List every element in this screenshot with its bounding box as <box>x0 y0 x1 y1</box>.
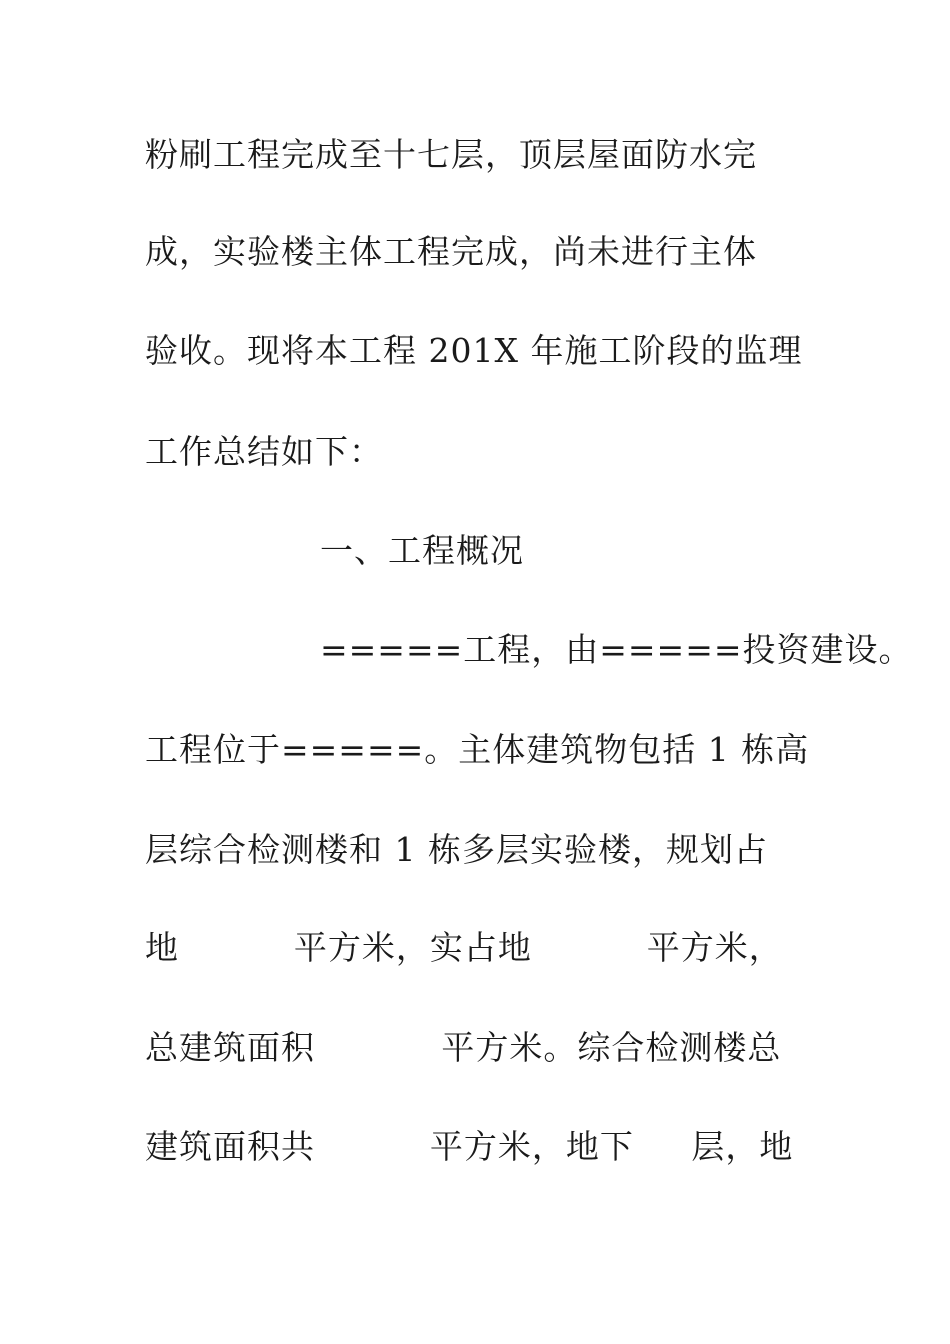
text-line-7: 工程位于=====。主体建筑物包括 1 栋高 <box>145 730 810 769</box>
text-line-10: 总建筑面积 平方米。综合检测楼总 <box>145 1028 782 1067</box>
text-line-8: 层综合检测楼和 1 栋多层实验楼，规划占 <box>145 830 768 869</box>
text-line-1: 粉刷工程完成至十七层，顶层屋面防水完 <box>145 135 757 174</box>
text-line-11: 建筑面积共 平方米，地下 层，地 <box>145 1127 794 1166</box>
text-line-6: =====工程，由=====投资建设。 <box>320 630 913 669</box>
section-heading: 一、工程概况 <box>320 531 524 570</box>
text-line-3: 验收。现将本工程 201X 年施工阶段的监理 <box>145 331 803 370</box>
text-line-4: 工作总结如下： <box>145 432 383 471</box>
text-line-9: 地 平方米，实占地 平方米， <box>145 928 783 967</box>
text-line-2: 成，实验楼主体工程完成，尚未进行主体 <box>145 232 757 271</box>
